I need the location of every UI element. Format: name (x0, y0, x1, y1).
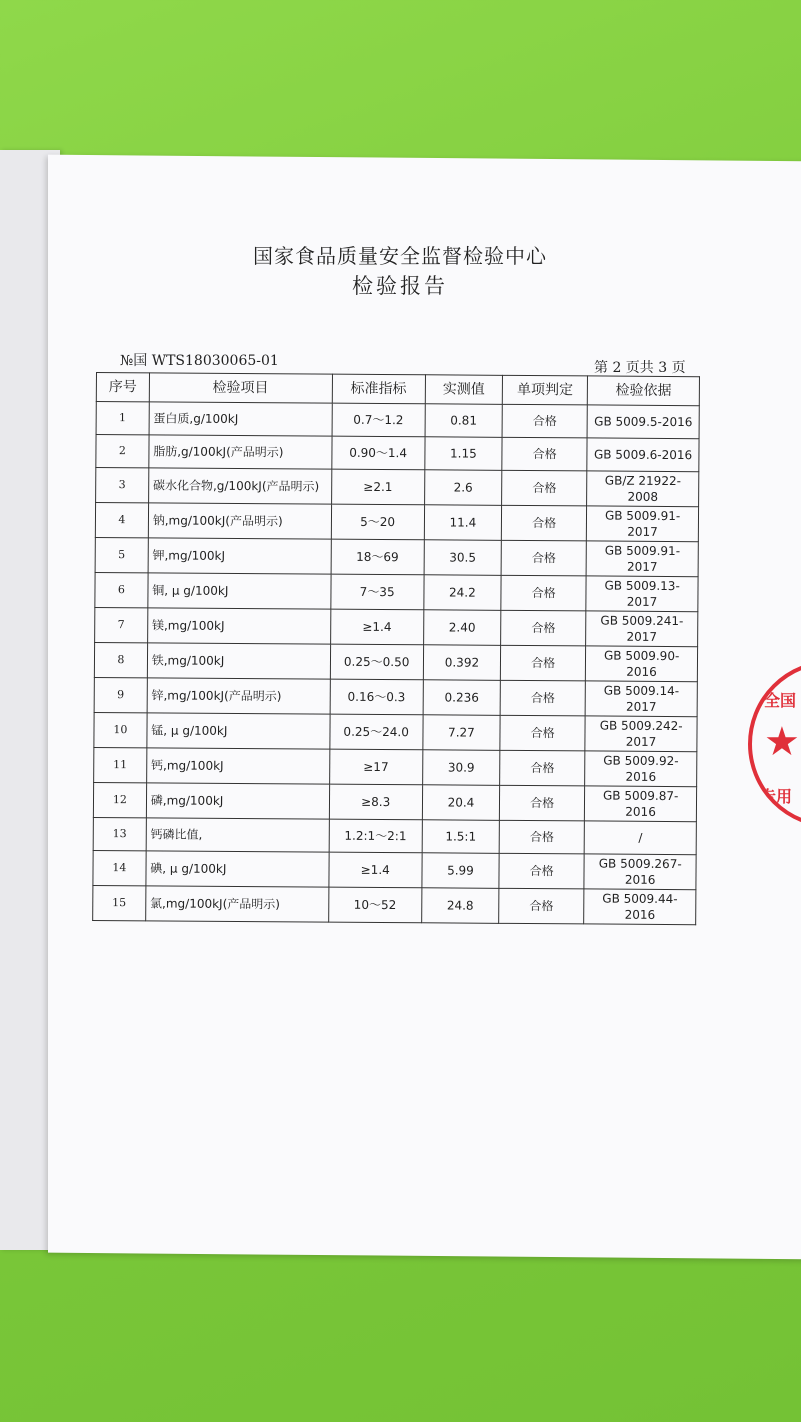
table-row (93, 817, 696, 854)
cell-measured: 5.99 (422, 853, 499, 889)
table-row (95, 503, 698, 542)
cell-measured: 24.2 (424, 575, 501, 611)
cell-item: 磷,mg/100kJ (146, 783, 329, 819)
table-row (96, 435, 699, 472)
cell-seq: 12 (93, 782, 146, 817)
cell-basis: GB 5009.90-2016 (586, 646, 698, 682)
cell-standard: ≥8.3 (329, 784, 423, 820)
cell-item: 碳水化合物,g/100kJ(产品明示) (148, 468, 331, 504)
cell-result: 合格 (502, 437, 587, 471)
header-basis: 检验依据 (588, 376, 700, 406)
cell-result: 合格 (501, 540, 587, 576)
cell-standard: ≥1.4 (328, 852, 422, 888)
cell-standard: 0.90～1.4 (331, 436, 425, 470)
cell-item: 蛋白质,g/100kJ (149, 402, 332, 436)
cell-standard: 0.16～0.3 (330, 679, 424, 715)
cell-measured: 0.392 (423, 645, 500, 681)
cell-result: 合格 (500, 680, 586, 716)
cell-basis: GB 5009.44-2016 (584, 889, 696, 925)
cell-seq: 15 (93, 885, 146, 920)
star-icon: ★ (764, 719, 800, 765)
cell-measured: 20.4 (422, 785, 499, 821)
cell-seq: 13 (93, 817, 146, 850)
org-title: 国家食品质量安全监督检验中心 (253, 244, 547, 268)
cell-basis: GB 5009.92-2016 (585, 751, 697, 787)
cell-seq: 4 (95, 503, 148, 538)
page-number: 第 2 页共 3 页 (594, 360, 686, 376)
cell-item: 锌,mg/100kJ(产品明示) (147, 678, 330, 714)
cell-standard: 0.7～1.2 (332, 403, 426, 437)
cell-item: 铁,mg/100kJ (147, 643, 330, 679)
cell-measured: 2.40 (423, 610, 500, 646)
cell-measured: 1.15 (425, 437, 502, 471)
cell-measured: 7.27 (423, 715, 500, 751)
cell-standard: 7～35 (330, 574, 424, 610)
report-number: №国 WTS18030065-01 (120, 353, 279, 369)
cell-standard: 0.25～0.50 (330, 644, 424, 680)
cell-basis: GB 5009.91-2017 (586, 541, 698, 577)
inspection-table (92, 372, 700, 925)
cell-item: 钾,mg/100kJ (148, 538, 331, 574)
cell-item: 氯,mg/100kJ(产品明示) (145, 886, 328, 922)
cell-basis: GB 5009.87-2016 (585, 786, 697, 822)
cell-result: 合格 (501, 505, 587, 541)
header-seq: 序号 (96, 373, 149, 402)
cell-standard: 5～20 (331, 504, 425, 540)
cell-seq: 6 (95, 572, 148, 607)
cell-standard: 0.25～24.0 (329, 714, 423, 750)
cell-result: 合格 (499, 785, 585, 821)
table-row (95, 607, 698, 646)
cell-standard: ≥1.4 (330, 609, 424, 645)
cell-measured: 30.5 (424, 540, 501, 576)
cell-measured: 0.236 (423, 680, 500, 716)
cell-seq: 11 (94, 747, 147, 782)
table-row (95, 572, 698, 611)
cell-standard: 18～69 (331, 539, 425, 575)
cell-seq: 3 (96, 468, 149, 503)
cell-item: 钠,mg/100kJ(产品明示) (148, 503, 331, 539)
cell-seq: 9 (94, 677, 147, 712)
cell-item: 碘, μ g/100kJ (146, 851, 329, 887)
table-body (93, 402, 700, 925)
stamp-top-text: 全国 (764, 691, 797, 710)
cell-basis: GB 5009.241-2017 (586, 611, 698, 647)
cell-measured: 2.6 (424, 470, 501, 506)
cell-basis: GB 5009.91-2017 (587, 506, 699, 542)
cell-seq: 8 (94, 642, 147, 677)
cell-item: 铜, μ g/100kJ (148, 573, 331, 609)
cell-result: 合格 (500, 750, 586, 786)
doc-title: 检验报告 (352, 274, 448, 298)
cell-result: 合格 (501, 575, 587, 611)
table-row (94, 712, 697, 751)
cell-basis: GB 5009.5-2016 (587, 405, 699, 439)
cell-measured: 24.8 (422, 888, 499, 924)
cell-standard: ≥17 (329, 749, 423, 785)
table-header-row (96, 373, 699, 406)
cell-result: 合格 (502, 470, 588, 506)
cell-standard: ≥2.1 (331, 469, 425, 505)
cell-item: 锰, μ g/100kJ (147, 713, 330, 749)
header-result: 单项判定 (502, 375, 587, 405)
cell-basis: GB 5009.267-2016 (584, 854, 696, 890)
table-row (93, 850, 696, 889)
header-standard: 标准指标 (332, 374, 426, 404)
stamp-bottom-text: 专用 (760, 787, 793, 806)
cell-result: 合格 (502, 404, 587, 438)
table-row (94, 642, 697, 681)
cell-seq: 1 (96, 402, 149, 435)
table-row (95, 537, 698, 576)
cell-measured: 0.81 (425, 404, 502, 438)
table-row (93, 885, 696, 924)
cell-basis: / (584, 821, 696, 855)
cell-measured: 1.5:1 (422, 820, 499, 854)
cell-standard: 10～52 (328, 887, 422, 923)
table-row (94, 747, 697, 786)
cell-basis: GB 5009.242-2017 (585, 716, 697, 752)
cell-result: 合格 (499, 853, 585, 889)
table-row (94, 677, 697, 716)
cell-seq: 7 (95, 607, 148, 642)
cell-item: 钙,mg/100kJ (146, 748, 329, 784)
cell-result: 合格 (499, 820, 584, 854)
cell-seq: 14 (93, 850, 146, 885)
cell-result: 合格 (500, 645, 586, 681)
cell-item: 钙磷比值, (146, 818, 329, 852)
header-item: 检验项目 (149, 373, 332, 403)
table-row (93, 782, 696, 821)
table-row (96, 468, 699, 507)
cell-measured: 30.9 (423, 750, 500, 786)
cell-seq: 5 (95, 537, 148, 572)
cell-seq: 10 (94, 712, 147, 747)
cell-basis: GB/Z 21922-2008 (587, 471, 699, 507)
cell-standard: 1.2:1～2:1 (329, 819, 423, 853)
cell-basis: GB 5009.13-2017 (586, 576, 698, 612)
cell-basis: GB 5009.6-2016 (587, 438, 699, 472)
cell-basis: GB 5009.14-2017 (585, 681, 697, 717)
cell-result: 合格 (500, 715, 586, 751)
cell-result: 合格 (499, 888, 585, 924)
cell-result: 合格 (501, 610, 587, 646)
cell-item: 镁,mg/100kJ (147, 608, 330, 644)
cell-seq: 2 (96, 435, 149, 468)
header-measured: 实测值 (425, 375, 502, 405)
cell-item: 脂肪,g/100kJ(产品明示) (149, 435, 332, 469)
table-row (96, 402, 699, 439)
cell-measured: 11.4 (424, 505, 501, 541)
